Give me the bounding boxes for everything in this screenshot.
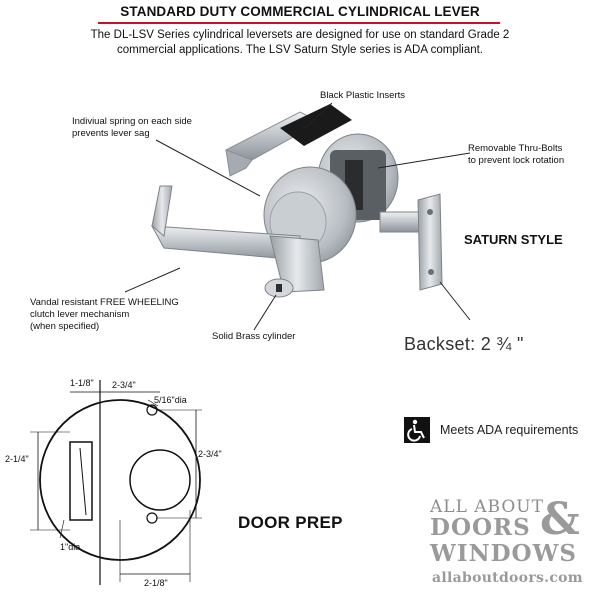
callout-spring (72, 116, 192, 140)
dim-2-1-4: 2-1/4" (5, 454, 29, 464)
brand-ampersand: & (540, 494, 580, 545)
callout-vandal-line-3: (when specified) (30, 321, 100, 332)
main-bore (130, 450, 190, 510)
brand-url: allaboutdoors.com (432, 570, 583, 586)
callout-spring-line-2: prevents lever sag (72, 128, 150, 139)
page-title: STANDARD DUTY COMMERCIAL CYLINDRICAL LEVER (120, 4, 480, 19)
bolt-hole-bottom (147, 513, 157, 523)
backset-label: Backset: 2 ¾ " (404, 334, 524, 354)
callout-black-plastic: Black Plastic Inserts (320, 90, 405, 101)
callout-vandal-line-2: clutch lever mechanism (30, 309, 130, 320)
wheelchair-icon (404, 417, 430, 443)
cylinder (265, 279, 293, 297)
brand-line-2: DOORS (430, 514, 531, 541)
leader-vandal (125, 268, 180, 292)
dim-2-1-8: 2-1/8" (144, 578, 168, 588)
callout-solid-brass: Solid Brass cylinder (212, 331, 296, 342)
dim-2-3-4-top: 2-3/4" (112, 380, 136, 390)
brand-line-1: ALL ABOUT (430, 497, 544, 517)
latch-assembly (380, 194, 442, 290)
callout-vandal-line-1: Vandal resistant FREE WHEELING (30, 297, 179, 308)
intro-line-1: The DL-LSV Series cylindrical leversets are designed for use on standard Grade 2 (90, 29, 510, 41)
callout-thru-bolts (468, 143, 564, 167)
callout-vandal (30, 297, 179, 333)
brand-line-3: WINDOWS (430, 540, 578, 567)
callout-spring-line-1: Indiviual spring on each side (72, 116, 192, 127)
callout-thru-bolts-line-2: to prevent lock rotation (468, 155, 565, 166)
dim-1-1-8: 1-1/8" (70, 378, 94, 388)
dim-1-dia: 1"dia (60, 542, 81, 552)
ada-label: Meets ADA requirements (440, 423, 579, 437)
dim-2-3-4-right: 2-3/4" (198, 449, 222, 459)
callout-thru-bolts-line-1: Removable Thru-Bolts (468, 143, 563, 154)
dim-5-16-dia: 5/16"dia (154, 395, 187, 405)
leader-backset (440, 282, 470, 320)
door-prep-diagram (0, 370, 240, 600)
leader-cylinder (254, 295, 276, 330)
style-label: SATURN STYLE (464, 232, 563, 247)
intro-line-2: commercial applications. The LSV Saturn Style series is ADA compliant. (116, 44, 484, 56)
door-prep-title: DOOR PREP (238, 513, 343, 532)
